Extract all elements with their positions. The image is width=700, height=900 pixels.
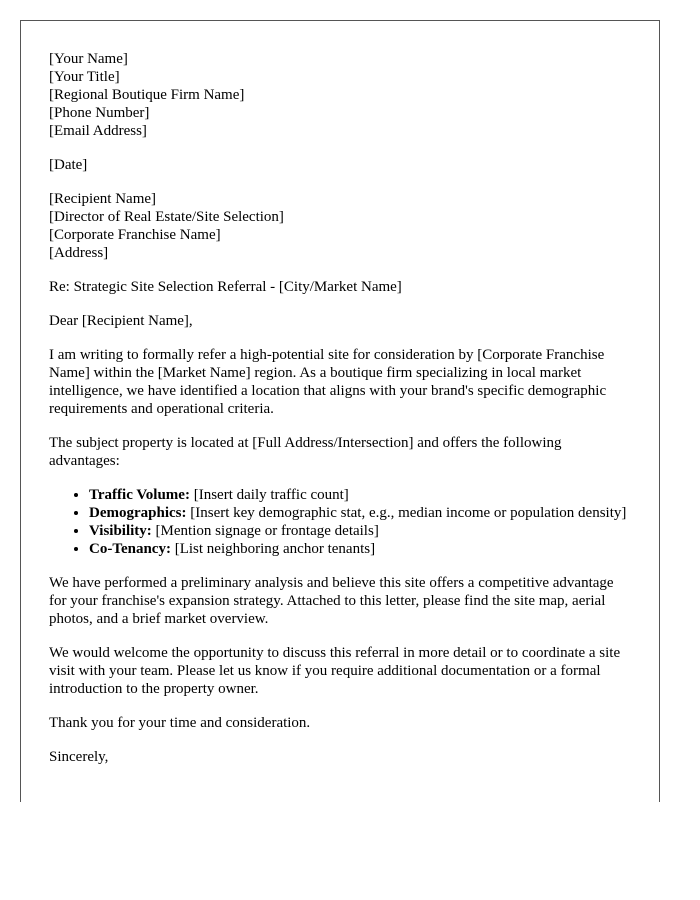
sender-email: [Email Address] <box>49 123 147 139</box>
advantage-text: [Mention signage or frontage details] <box>151 523 379 539</box>
sender-phone: [Phone Number] <box>49 105 150 121</box>
thanks-paragraph: Thank you for your time and consideration. <box>49 715 311 731</box>
list-item <box>89 522 631 540</box>
advantage-label: Demographics: <box>89 505 187 521</box>
list-item <box>89 504 631 522</box>
advantage-label: Co-Tenancy: <box>89 541 171 557</box>
letter-page <box>20 20 660 802</box>
advantage-text: [List neighboring anchor tenants] <box>170 541 376 557</box>
recipient-name: [Recipient Name] <box>49 191 157 207</box>
advantage-text: [Insert daily traffic count] <box>189 487 349 503</box>
property-paragraph: The subject property is located at [Full Address/Intersection] and offers the following advantages: <box>49 435 562 469</box>
recipient-block <box>49 190 631 262</box>
followup-paragraph: We would welcome the opportunity to discuss this referral in more detail or to coordinate a site visit with your team. Please let us know if you require additional documentation or a formal introduction to the property owner. <box>49 645 621 697</box>
advantages-list <box>49 486 631 558</box>
list-item <box>89 486 631 504</box>
recipient-address: [Address] <box>49 245 109 261</box>
sender-title: [Your Title] <box>49 69 120 85</box>
recipient-title: [Director of Real Estate/Site Selection] <box>49 209 284 225</box>
sender-block <box>49 50 631 140</box>
sender-name: [Your Name] <box>49 51 128 67</box>
date-block <box>49 156 631 174</box>
closing: Sincerely, <box>49 749 109 765</box>
salutation: Dear [Recipient Name], <box>49 313 193 329</box>
recipient-company: [Corporate Franchise Name] <box>49 227 221 243</box>
list-item <box>89 540 631 558</box>
advantage-label: Visibility: <box>89 523 152 539</box>
intro-paragraph: I am writing to formally refer a high-potential site for consideration by [Corporate Franchise Name] within the [Market Name] region. As a boutique firm specializing in local market intelligence, we have identified a location that aligns with your brand's specific demographic requirements and operational criteria. <box>49 347 607 417</box>
analysis-paragraph: We have performed a preliminary analysis and believe this site offers a competitive advantage for your franchise's expansion strategy. Attached to this letter, please find the site map, aerial photos, and a brief market overview. <box>49 575 614 627</box>
advantage-text: [Insert key demographic stat, e.g., median income or population density] <box>186 505 627 521</box>
subject-line: Re: Strategic Site Selection Referral - [City/Market Name] <box>49 279 402 295</box>
advantage-label: Traffic Volume: <box>89 487 190 503</box>
sender-firm: [Regional Boutique Firm Name] <box>49 87 245 103</box>
letter-date: [Date] <box>49 157 88 173</box>
